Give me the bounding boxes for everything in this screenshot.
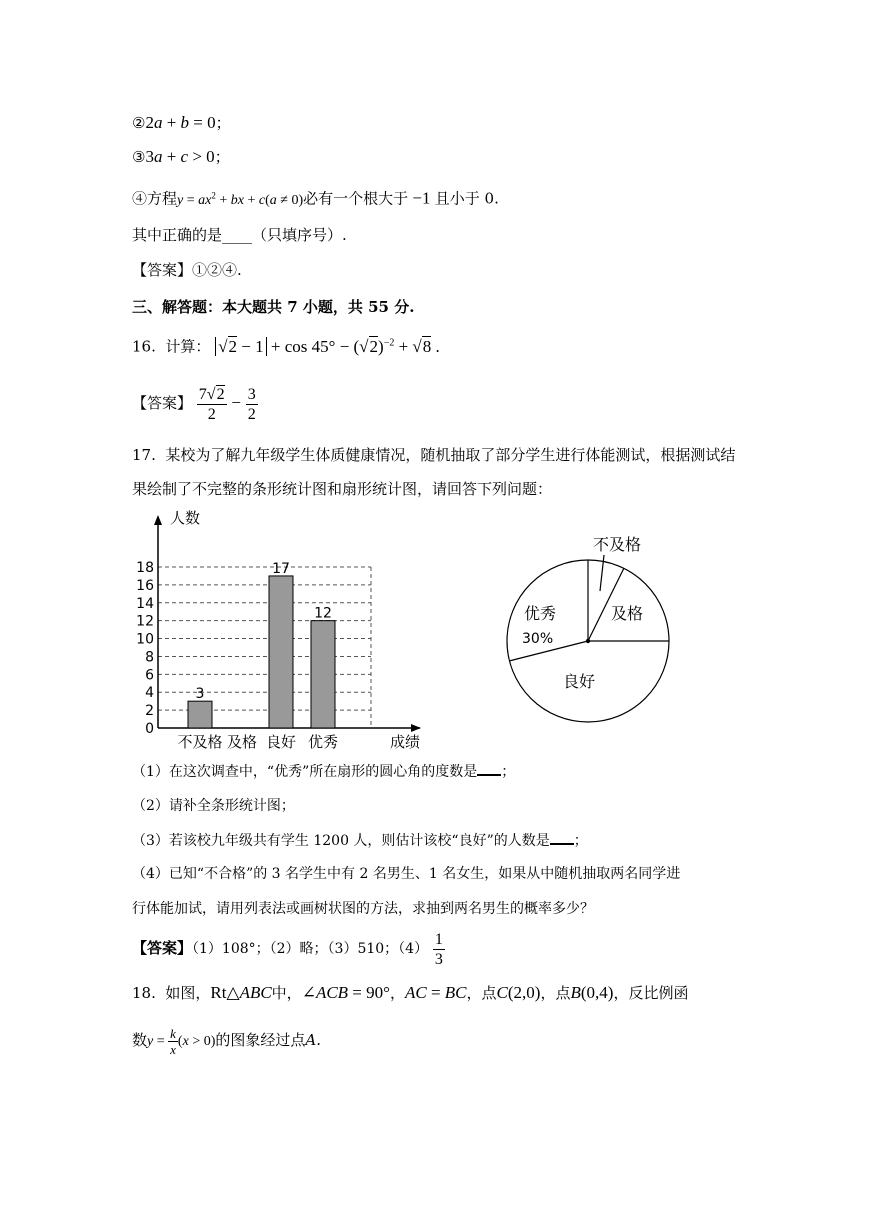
option-3: ③3a + c > 0；: [132, 147, 230, 166]
q16-expression: $√2 - 1 + \cos 45^\circ - (√2)^{-2} + √8$ .: [215, 337, 440, 356]
bar: [269, 576, 293, 728]
q18-text-a: 如图，: [165, 984, 211, 1002]
q18-text-b: 中，: [271, 984, 302, 1002]
q17-sub3-blank[interactable]: [550, 829, 574, 845]
q16-answer-frac2: $\frac{3}{2}$: [247, 385, 256, 423]
x-axis-arrow: [411, 724, 421, 732]
q16-number: 16.: [132, 337, 156, 356]
bar-chart-categories: [177, 733, 338, 751]
q17-sub1-end: ；: [501, 764, 516, 780]
pie-label-bujige: 不及格: [593, 535, 642, 554]
y-tick-label: 4: [145, 685, 154, 702]
pie-label-youxiu-percent: 30%: [522, 631, 554, 647]
y-tick-label: 12: [136, 613, 154, 630]
q17-answer-frac: $\frac{1}{3}$: [434, 930, 443, 968]
q17-answer-text: （1）108°；（2）略；（3）510；（4）: [192, 941, 429, 957]
x-category-label: 良好: [265, 733, 297, 751]
fill-question: 其中正确的是____（只填序号）.: [132, 226, 347, 244]
question-16: [132, 332, 440, 358]
q18-text-c: ，点: [466, 984, 497, 1002]
question-18-line1: 18. 如图，Rt△ABC中，∠ACB = 90°，AC = BC，点C(2,0)，点B(0,4)，反比例函: [132, 983, 689, 1002]
q17-sub1-text: （1）在这次调查中，“优秀”所在扇形的圆心角的度数是: [132, 764, 478, 780]
q17-sub3-text: （3）若该校九年级共有学生 1200 人，则估计该校“良好”的人数是: [132, 833, 550, 849]
q17-sub2: （2）请补全条形统计图；: [132, 798, 295, 814]
option-4-prefix: 方程: [147, 189, 178, 208]
q18-text-e: ，反比例函: [613, 984, 689, 1002]
bar-data-label: 17: [272, 560, 290, 577]
option-3-label: ③: [132, 148, 146, 166]
bar-chart: [128, 505, 428, 755]
q16-answer-label: 【答案】: [132, 394, 193, 412]
option-4-mid: 且小于 0.: [434, 189, 499, 208]
y-axis-arrow: [154, 515, 162, 525]
question-18-line2: [132, 1020, 321, 1062]
q17-sub1-blank[interactable]: [477, 760, 501, 776]
q18-point-c: C(2,0): [496, 983, 541, 1002]
option-4-label: ④: [132, 189, 148, 208]
pie-label-lianghao: 良好: [563, 672, 596, 691]
q18-line2-b: 的图象经过点: [215, 1031, 306, 1049]
bar: [311, 621, 335, 728]
q17-number: 17.: [132, 446, 156, 464]
q17-sub3-end: ；: [573, 833, 588, 849]
option-2-formula: 2a + b = 0: [145, 113, 216, 132]
y-tick-label: 0: [145, 721, 154, 737]
bar-data-label: 3: [195, 686, 205, 703]
question-17-line1: [132, 444, 735, 466]
option-4: [132, 184, 499, 212]
pie-label-youxiu: 优秀: [524, 604, 557, 623]
q17-sub4-line1: （4）已知“不合格”的 3 名学生中有 2 名男生、1 名女生，如果从中随机抽取两名同学进: [132, 866, 681, 882]
y-tick-label: 6: [145, 667, 154, 684]
q17-text-line2: 果绘制了不完整的条形统计图和扇形统计图，请回答下列问题：: [132, 480, 553, 498]
q16-prefix: 计算：: [165, 337, 211, 356]
y-tick-label: 14: [136, 595, 154, 612]
bar-chart-ylabel: 人数: [170, 509, 201, 527]
q17-sub3: [132, 829, 588, 852]
bar-chart-xlabel: 成绩: [390, 733, 421, 751]
x-category-label: 不及格: [177, 733, 223, 751]
bar-chart-bars: [188, 576, 335, 728]
x-category-label: 优秀: [307, 733, 339, 751]
q17-text-line1: 某校为了解九年级学生体质健康情况，随机抽取了部分学生进行体能测试，根据测试结: [165, 446, 736, 464]
y-tick-label: 2: [145, 703, 154, 720]
pie-chart: [500, 527, 700, 747]
q17-answer-label: 【答案】: [132, 939, 193, 957]
y-tick-label: 10: [136, 631, 154, 648]
q18-equal-sides: AC = BC: [404, 983, 467, 1002]
y-tick-label: 8: [145, 649, 154, 666]
q18-angle: ∠ACB = 90°: [301, 983, 390, 1002]
y-tick-label: 18: [136, 560, 154, 576]
q18-triangle: Rt△ABC: [210, 983, 272, 1002]
option-3-formula: 3a + c > 0: [145, 147, 215, 166]
answer-15-label: 【答案】: [132, 261, 193, 279]
q17-sub4-line2: 行体能加试，请用列表法或画树状图的方法，求抽到两名男生的概率多少？: [132, 901, 594, 917]
q17-sub1: [132, 760, 515, 783]
bar-chart-ticks: [136, 560, 154, 737]
y-tick-label: 16: [136, 577, 154, 594]
x-category-label: 及格: [226, 733, 258, 751]
bar: [188, 701, 212, 728]
answer-17: [132, 925, 445, 972]
q18-function: y = $\frac{k}{x}$ (x > 0): [147, 1026, 216, 1058]
pie-center: [586, 639, 590, 643]
q16-answer-frac1: $\frac{7√2}{2}$: [198, 385, 225, 423]
option-4-neg1: −1: [408, 188, 435, 208]
option-4-equation: $y = ax^2$ + bx + c(a ≠ 0): [177, 190, 304, 208]
option-2: ②2a + b = 0；: [132, 113, 231, 132]
option-2-label: ②: [132, 114, 146, 132]
pie-label-jige: 及格: [611, 604, 644, 623]
answer-16: 【答案】 $\frac{7√2}{2}$ − $\frac{3}{2}$: [132, 385, 256, 423]
answer-15: [132, 259, 242, 281]
q18-line2-a: 数: [132, 1031, 148, 1049]
answer-15-value: ①②④.: [192, 261, 242, 279]
q18-point-b: B(0,4): [570, 983, 614, 1002]
q18-number: 18.: [132, 984, 156, 1002]
section-3-title: 三、解答题：本大题共 7 小题，共 55 分.: [132, 298, 415, 316]
bar-data-label: 12: [314, 605, 332, 622]
option-4-suffix: 必有一个根大于: [303, 189, 409, 208]
q18-line2-c: A.: [305, 1031, 321, 1049]
q18-text-d: ，点: [540, 984, 571, 1002]
